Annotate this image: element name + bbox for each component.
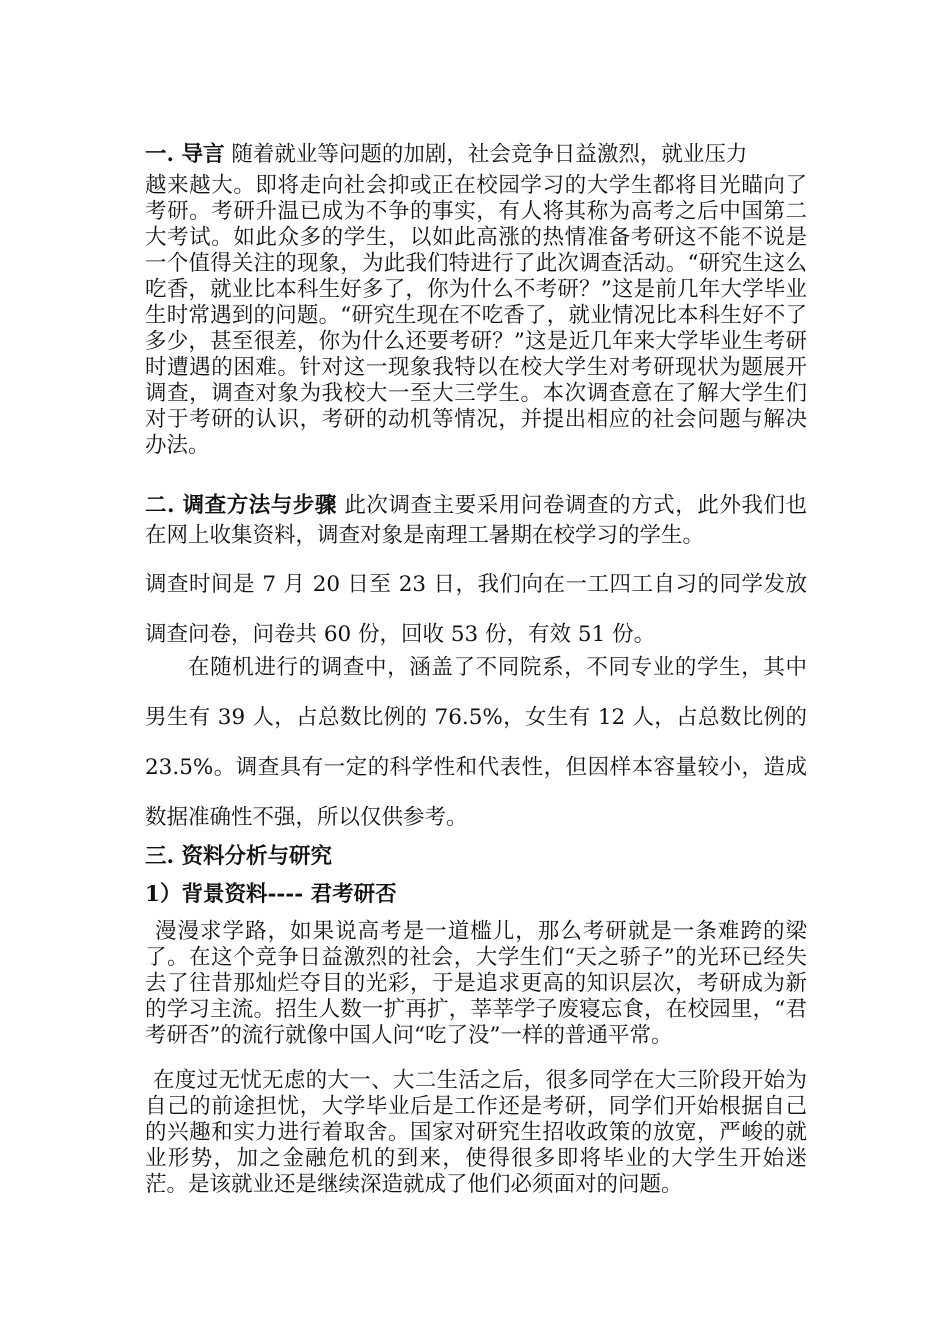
methods-time-paragraph: 调查时间是 7 月 20 日至 23 日，我们向在一工四工自习的同学发放调查问卷，问卷共 60 份，回收 53 份，有效 51 份。: [145, 572, 807, 647]
methods-intro-text: 此次调查主要采用问卷调查的方式，此外我们也在网上收集资料，调查对象是南理工暑期在校学习的学生。: [145, 493, 807, 548]
subsection-heading-background: 1）背景资料---- 君考研否: [145, 882, 397, 907]
section-introduction: [145, 137, 807, 459]
intro-body-text: 越来越大。即将走向社会抑或正在校园学习的大学生都将目光瞄向了考研。考研升温已成为不争的事实，有人将其称为高考之后中国第二大考试。如此众多的学生，以如此高涨的热情准备考研这不能不说是一个值得关注的现象，为此我们特进行了此次调查活动。“研究生这么吃香，就业比本科生好多了，你为什么不考研？”这是前几年大学毕业生时常遇到的问题。“研究生现在不吃香了，就业情况比本科生好不了多少，甚至很差，你为什么还要考研？”这是近几年来大学毕业生考研时遭遇的困难。针对这一现象我特以在校大学生对考研现状为题展开调查，调查对象为我校大一至大三学生。本次调查意在了解大学生们对于考研的认识，考研的动机等情况，并提出相应的社会问题与解决办法。: [145, 173, 807, 458]
background-paragraph-1: 漫漫求学路，如果说高考是一道槛儿，那么考研就是一条难跨的梁了。在这个竞争日益激烈的社会，大学生们“天之骄子”的光环已经失去了往昔那灿烂夺目的光彩，于是追求更高的知识层次，考研成为新的学习主流。招生人数一扩再扩，莘莘学子废寝忘食，在校园里，“君考研否”的流行就像中国人问“吃了没”一样的普通平常。: [145, 919, 807, 1048]
section-methods-intro: [145, 491, 807, 551]
section-heading-analysis: 三. 资料分析与研究: [145, 844, 332, 869]
background-paragraph-2: 在度过无忧无虑的大一、大二生活之后，很多同学在大三阶段开始为自己的前途担忧，大学毕业后是工作还是考研，同学们开始根据自己的兴趣和实力进行着取舍。国家对研究生招收政策的放宽，严峻的就业形势，加之金融危机的到来，使得很多即将毕业的大学生开始迷茫。是该就业还是继续深造就成了他们必须面对的问题。: [145, 1068, 807, 1197]
section-heading-methods: 二. 调查方法与步骤: [145, 493, 337, 518]
section-heading-introduction: 一. 导言: [145, 142, 225, 167]
intro-first-line: [145, 137, 807, 173]
methods-sample-paragraph: 在随机进行的调查中，涵盖了不同院系，不同专业的学生，其中男生有 39 人，占总数比例的 76.5%，女生有 12 人，占总数比例的 23.5%。调查具有一定的科学性和代表性，但因样本容量较小，造成数据准确性不强，所以仅供参考。: [145, 655, 807, 830]
intro-opening-text: 随着就业等问题的加剧，社会竞争日益激烈，就业压力: [224, 142, 748, 167]
